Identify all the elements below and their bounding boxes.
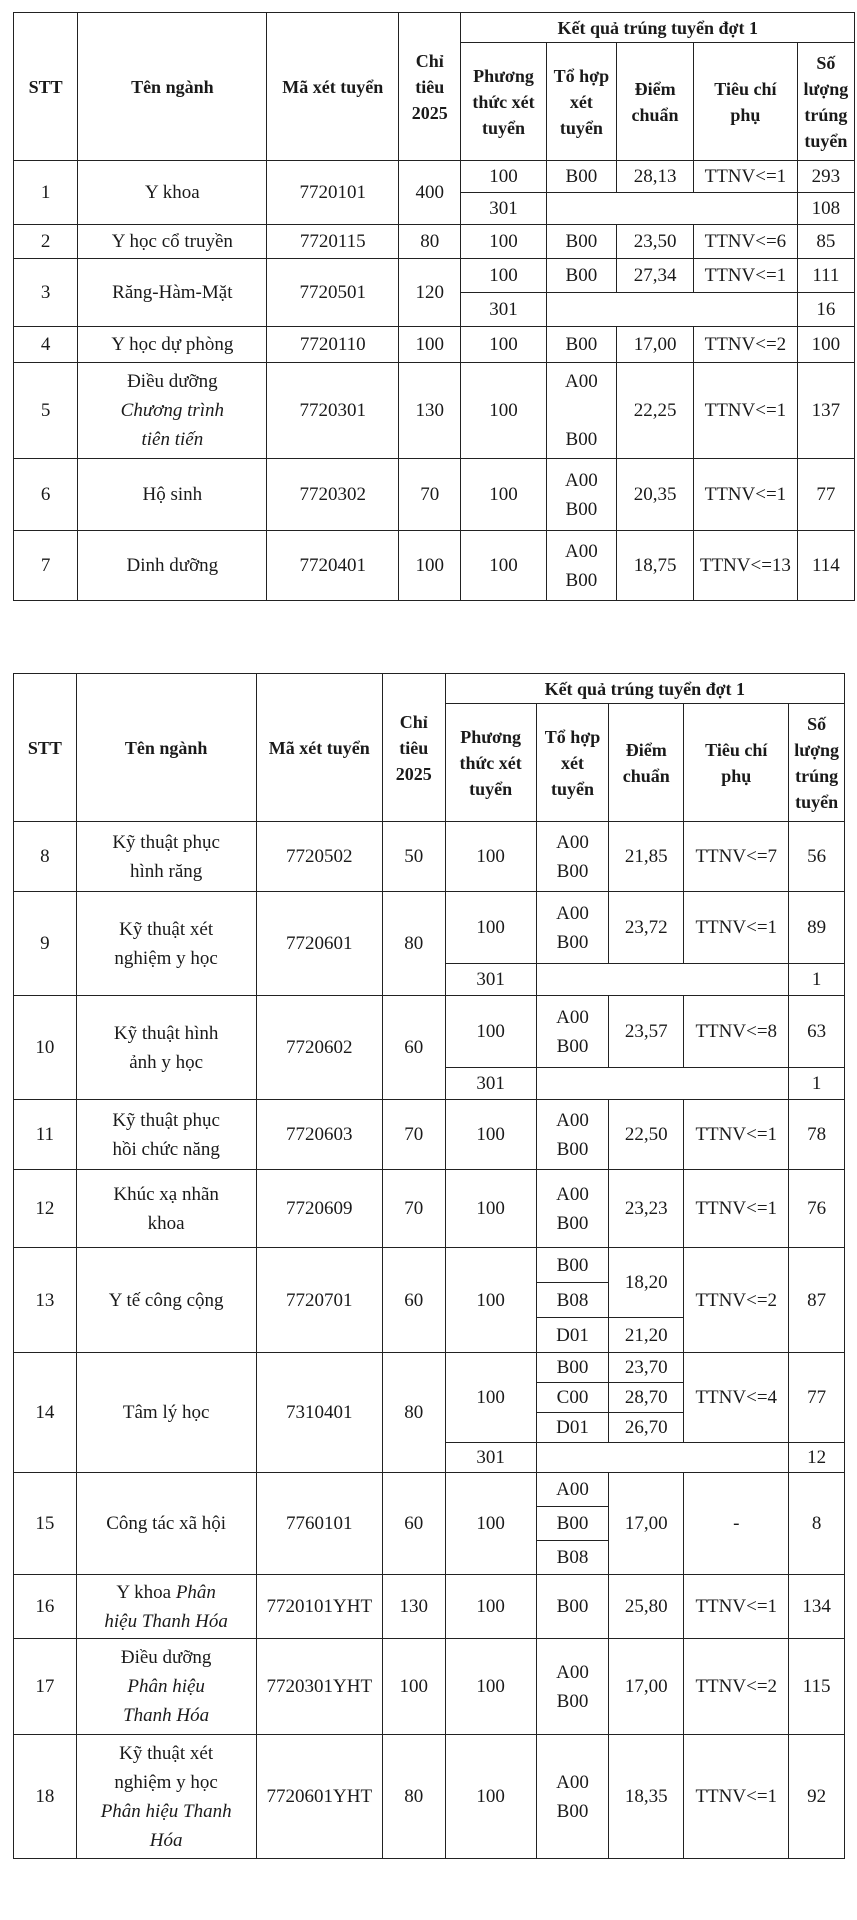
header-chi-tieu: Chỉ tiêu 2025 <box>382 674 445 822</box>
cell-combo: D01 <box>536 1413 609 1443</box>
header-tieu-chi: Tiêu chí phụ <box>684 704 789 822</box>
cell-stt: 1 <box>14 161 78 225</box>
cell-score: 23,70 <box>609 1353 684 1383</box>
cell-quota: 70 <box>399 459 461 531</box>
cell-name: Răng-Hàm-Mặt <box>78 259 267 327</box>
table-row <box>14 1248 845 1283</box>
cell-method: 100 <box>461 459 546 531</box>
cell-stt: 15 <box>14 1473 77 1575</box>
table-row <box>14 1575 845 1639</box>
cell-name: Y học dự phòng <box>78 327 267 363</box>
cell-combo: A00 B00 <box>546 363 617 459</box>
cell-code: 7720301YHT <box>256 1639 382 1735</box>
cell-quota: 100 <box>382 1639 445 1735</box>
cell-quota: 60 <box>382 1248 445 1353</box>
cell-combo: D01 <box>536 1318 609 1353</box>
cell-stt: 4 <box>14 327 78 363</box>
cell-quota: 80 <box>399 225 461 259</box>
cell-combo: A00 B00 <box>536 822 609 892</box>
cell-stt: 17 <box>14 1639 77 1735</box>
cell-criteria: TTNV<=1 <box>684 1735 789 1859</box>
cell-score: 23,57 <box>609 996 684 1068</box>
cell-score: 23,72 <box>609 892 684 964</box>
cell-criteria: TTNV<=2 <box>684 1639 789 1735</box>
cell-criteria: TTNV<=1 <box>693 459 797 531</box>
cell-stt: 6 <box>14 459 78 531</box>
cell-name: Công tác xã hội <box>76 1473 256 1575</box>
cell-method: 100 <box>461 327 546 363</box>
cell-stt: 9 <box>14 892 77 996</box>
cell-code: 7720101YHT <box>256 1575 382 1639</box>
cell-quota: 60 <box>382 996 445 1100</box>
cell-count: 137 <box>797 363 854 459</box>
cell-code: 7720110 <box>267 327 399 363</box>
cell-stt: 8 <box>14 822 77 892</box>
table-row <box>14 1170 845 1248</box>
cell-combo: B00 <box>536 1575 609 1639</box>
cell-method: 100 <box>445 1735 536 1859</box>
cell-score: 22,25 <box>617 363 694 459</box>
cell-count: 8 <box>789 1473 845 1575</box>
cell-code: 7720603 <box>256 1100 382 1170</box>
cell-combo: B00 <box>536 1507 609 1541</box>
cell-stt: 14 <box>14 1353 77 1473</box>
cell-code: 7720302 <box>267 459 399 531</box>
cell-count: 56 <box>789 822 845 892</box>
cell-count: 114 <box>797 531 854 601</box>
cell-combo: A00 B00 <box>536 1100 609 1170</box>
cell-stt: 18 <box>14 1735 77 1859</box>
cell-stt: 3 <box>14 259 78 327</box>
cell-criteria: TTNV<=2 <box>684 1248 789 1353</box>
cell-count: 108 <box>797 193 854 225</box>
cell-count: 1 <box>789 964 845 996</box>
header-diem-chuan: Điểm chuẩn <box>617 43 694 161</box>
cell-method: 301 <box>445 1443 536 1473</box>
cell-combo: A00 B00 <box>536 1735 609 1859</box>
cell-code: 7720101 <box>267 161 399 225</box>
cell-method: 100 <box>445 1170 536 1248</box>
header-stt: STT <box>14 674 77 822</box>
header-ten-nganh: Tên ngành <box>76 674 256 822</box>
cell-combo: B00 <box>546 161 617 193</box>
cell-empty <box>546 193 797 225</box>
cell-empty <box>536 1068 789 1100</box>
cell-name: Y khoa Phân hiệu Thanh Hóa <box>76 1575 256 1639</box>
cell-criteria: TTNV<=1 <box>684 1575 789 1639</box>
cell-empty <box>536 964 789 996</box>
header-ma-xet-tuyen: Mã xét tuyển <box>267 13 399 161</box>
cell-code: 7720301 <box>267 363 399 459</box>
cell-stt: 16 <box>14 1575 77 1639</box>
cell-method: 100 <box>445 1248 536 1353</box>
cell-name: Kỹ thuật phục hình răng <box>76 822 256 892</box>
cell-code: 7720401 <box>267 531 399 601</box>
cell-count: 77 <box>789 1353 845 1443</box>
cell-score: 21,20 <box>609 1318 684 1353</box>
cell-name: Khúc xạ nhãn khoa <box>76 1170 256 1248</box>
cell-combo: A00 B00 <box>536 996 609 1068</box>
cell-stt: 13 <box>14 1248 77 1353</box>
header-to-hop: Tổ hợp xét tuyển <box>536 704 609 822</box>
table-row <box>14 327 855 363</box>
table-row <box>14 531 855 601</box>
cell-score: 17,00 <box>609 1639 684 1735</box>
cell-name: Dinh dưỡng <box>78 531 267 601</box>
table-row <box>14 259 855 293</box>
table-row <box>14 161 855 193</box>
cell-quota: 130 <box>399 363 461 459</box>
cell-combo: A00 B00 <box>536 892 609 964</box>
admission-table-1 <box>13 12 855 601</box>
cell-empty <box>546 293 797 327</box>
header-ket-qua: Kết quả trúng tuyển đợt 1 <box>445 674 844 704</box>
cell-name: Kỹ thuật phục hồi chức năng <box>76 1100 256 1170</box>
cell-quota: 70 <box>382 1100 445 1170</box>
cell-combo: A00 B00 <box>536 1170 609 1248</box>
table-row <box>14 225 855 259</box>
cell-method: 100 <box>445 1353 536 1443</box>
cell-combo: B00 <box>546 327 617 363</box>
cell-code: 7720502 <box>256 822 382 892</box>
cell-quota: 80 <box>382 1353 445 1473</box>
header-chi-tieu: Chỉ tiêu 2025 <box>399 13 461 161</box>
cell-name: Y khoa <box>78 161 267 225</box>
header-ten-nganh: Tên ngành <box>78 13 267 161</box>
cell-combo: A00 B00 <box>536 1639 609 1735</box>
cell-criteria: TTNV<=4 <box>684 1353 789 1443</box>
cell-criteria: - <box>684 1473 789 1575</box>
cell-combo: B00 <box>536 1248 609 1283</box>
cell-criteria: TTNV<=13 <box>693 531 797 601</box>
header-so-luong: Số lượng trúng tuyển <box>789 704 845 822</box>
cell-criteria: TTNV<=1 <box>684 1170 789 1248</box>
cell-score: 22,50 <box>609 1100 684 1170</box>
cell-method: 301 <box>461 193 546 225</box>
cell-quota: 100 <box>399 327 461 363</box>
cell-count: 111 <box>797 259 854 293</box>
cell-method: 100 <box>461 161 546 193</box>
table-row <box>14 1100 845 1170</box>
cell-criteria: TTNV<=8 <box>684 996 789 1068</box>
cell-quota: 60 <box>382 1473 445 1575</box>
cell-score: 23,50 <box>617 225 694 259</box>
cell-criteria: TTNV<=1 <box>684 892 789 964</box>
cell-code: 7720501 <box>267 259 399 327</box>
cell-quota: 80 <box>382 892 445 996</box>
cell-code: 7720701 <box>256 1248 382 1353</box>
cell-method: 100 <box>461 531 546 601</box>
table-row <box>14 1639 845 1735</box>
cell-count: 85 <box>797 225 854 259</box>
cell-stt: 5 <box>14 363 78 459</box>
cell-method: 100 <box>461 225 546 259</box>
cell-stt: 7 <box>14 531 78 601</box>
cell-score: 20,35 <box>617 459 694 531</box>
header-tieu-chi: Tiêu chí phụ <box>693 43 797 161</box>
cell-code: 7310401 <box>256 1353 382 1473</box>
cell-count: 12 <box>789 1443 845 1473</box>
cell-name: Tâm lý học <box>76 1353 256 1473</box>
cell-stt: 2 <box>14 225 78 259</box>
header-diem-chuan: Điểm chuẩn <box>609 704 684 822</box>
cell-quota: 100 <box>399 531 461 601</box>
cell-criteria: TTNV<=7 <box>684 822 789 892</box>
cell-score: 17,00 <box>617 327 694 363</box>
header-to-hop: Tổ hợp xét tuyển <box>546 43 617 161</box>
header-ket-qua: Kết quả trúng tuyển đợt 1 <box>461 13 855 43</box>
cell-quota: 80 <box>382 1735 445 1859</box>
table-row <box>14 892 845 964</box>
cell-score: 18,35 <box>609 1735 684 1859</box>
table-row <box>14 1353 845 1383</box>
cell-count: 1 <box>789 1068 845 1100</box>
cell-count: 115 <box>789 1639 845 1735</box>
cell-count: 134 <box>789 1575 845 1639</box>
cell-stt: 12 <box>14 1170 77 1248</box>
cell-combo: A00 B00 <box>546 531 617 601</box>
cell-score: 26,70 <box>609 1413 684 1443</box>
cell-score: 28,70 <box>609 1383 684 1413</box>
cell-code: 7720601YHT <box>256 1735 382 1859</box>
cell-name: Điều dưỡng Chương trình tiên tiến <box>78 363 267 459</box>
cell-quota: 400 <box>399 161 461 225</box>
cell-method: 301 <box>445 964 536 996</box>
cell-score: 27,34 <box>617 259 694 293</box>
admission-table-2 <box>13 673 845 1859</box>
cell-stt: 10 <box>14 996 77 1100</box>
cell-count: 92 <box>789 1735 845 1859</box>
cell-score: 21,85 <box>609 822 684 892</box>
cell-combo: A00 B00 <box>546 459 617 531</box>
header-phuong-thuc: Phương thức xét tuyển <box>461 43 546 161</box>
cell-count: 87 <box>789 1248 845 1353</box>
cell-criteria: TTNV<=1 <box>693 259 797 293</box>
cell-combo: B08 <box>536 1283 609 1318</box>
cell-name: Y tế công cộng <box>76 1248 256 1353</box>
cell-method: 100 <box>445 996 536 1068</box>
cell-empty <box>536 1443 789 1473</box>
cell-name: Kỹ thuật xét nghiệm y học <box>76 892 256 996</box>
cell-method: 100 <box>461 363 546 459</box>
cell-quota: 50 <box>382 822 445 892</box>
cell-quota: 70 <box>382 1170 445 1248</box>
header-so-luong: Số lượng trúng tuyển <box>797 43 854 161</box>
cell-method: 301 <box>461 293 546 327</box>
header-phuong-thuc: Phương thức xét tuyển <box>445 704 536 822</box>
table-row <box>14 363 855 459</box>
cell-name: Y học cổ truyền <box>78 225 267 259</box>
cell-score: 17,00 <box>609 1473 684 1575</box>
cell-count: 63 <box>789 996 845 1068</box>
cell-criteria: TTNV<=1 <box>684 1100 789 1170</box>
cell-criteria: TTNV<=1 <box>693 161 797 193</box>
cell-method: 100 <box>445 1473 536 1575</box>
cell-code: 7720115 <box>267 225 399 259</box>
cell-method: 301 <box>445 1068 536 1100</box>
cell-code: 7720601 <box>256 892 382 996</box>
cell-quota: 120 <box>399 259 461 327</box>
cell-combo: C00 <box>536 1383 609 1413</box>
cell-score: 25,80 <box>609 1575 684 1639</box>
cell-count: 100 <box>797 327 854 363</box>
cell-combo: B08 <box>536 1541 609 1575</box>
cell-combo: B00 <box>546 259 617 293</box>
cell-stt: 11 <box>14 1100 77 1170</box>
cell-code: 7720602 <box>256 996 382 1100</box>
cell-criteria: TTNV<=1 <box>693 363 797 459</box>
table-row <box>14 1473 845 1507</box>
cell-count: 77 <box>797 459 854 531</box>
cell-method: 100 <box>445 1639 536 1735</box>
table-row <box>14 459 855 531</box>
cell-method: 100 <box>445 822 536 892</box>
table-row <box>14 996 845 1068</box>
cell-method: 100 <box>445 1575 536 1639</box>
cell-score: 28,13 <box>617 161 694 193</box>
cell-code: 7720609 <box>256 1170 382 1248</box>
cell-score: 18,20 <box>609 1248 684 1318</box>
cell-count: 16 <box>797 293 854 327</box>
cell-quota: 130 <box>382 1575 445 1639</box>
cell-name: Kỹ thuật xét nghiệm y học Phân hiệu Thanh Hóa <box>76 1735 256 1859</box>
cell-name: Hộ sinh <box>78 459 267 531</box>
header-stt: STT <box>14 13 78 161</box>
cell-name: Điều dưỡng Phân hiệu Thanh Hóa <box>76 1639 256 1735</box>
cell-count: 293 <box>797 161 854 193</box>
cell-count: 76 <box>789 1170 845 1248</box>
cell-method: 100 <box>445 1100 536 1170</box>
cell-score: 18,75 <box>617 531 694 601</box>
cell-method: 100 <box>461 259 546 293</box>
cell-criteria: TTNV<=6 <box>693 225 797 259</box>
cell-name: Kỹ thuật hình ảnh y học <box>76 996 256 1100</box>
cell-count: 89 <box>789 892 845 964</box>
cell-method: 100 <box>445 892 536 964</box>
cell-count: 78 <box>789 1100 845 1170</box>
cell-combo: A00 <box>536 1473 609 1507</box>
table-row <box>14 822 845 892</box>
cell-criteria: TTNV<=2 <box>693 327 797 363</box>
table-row <box>14 1735 845 1859</box>
cell-combo: B00 <box>536 1353 609 1383</box>
cell-score: 23,23 <box>609 1170 684 1248</box>
cell-code: 7760101 <box>256 1473 382 1575</box>
cell-combo: B00 <box>546 225 617 259</box>
header-ma-xet-tuyen: Mã xét tuyển <box>256 674 382 822</box>
